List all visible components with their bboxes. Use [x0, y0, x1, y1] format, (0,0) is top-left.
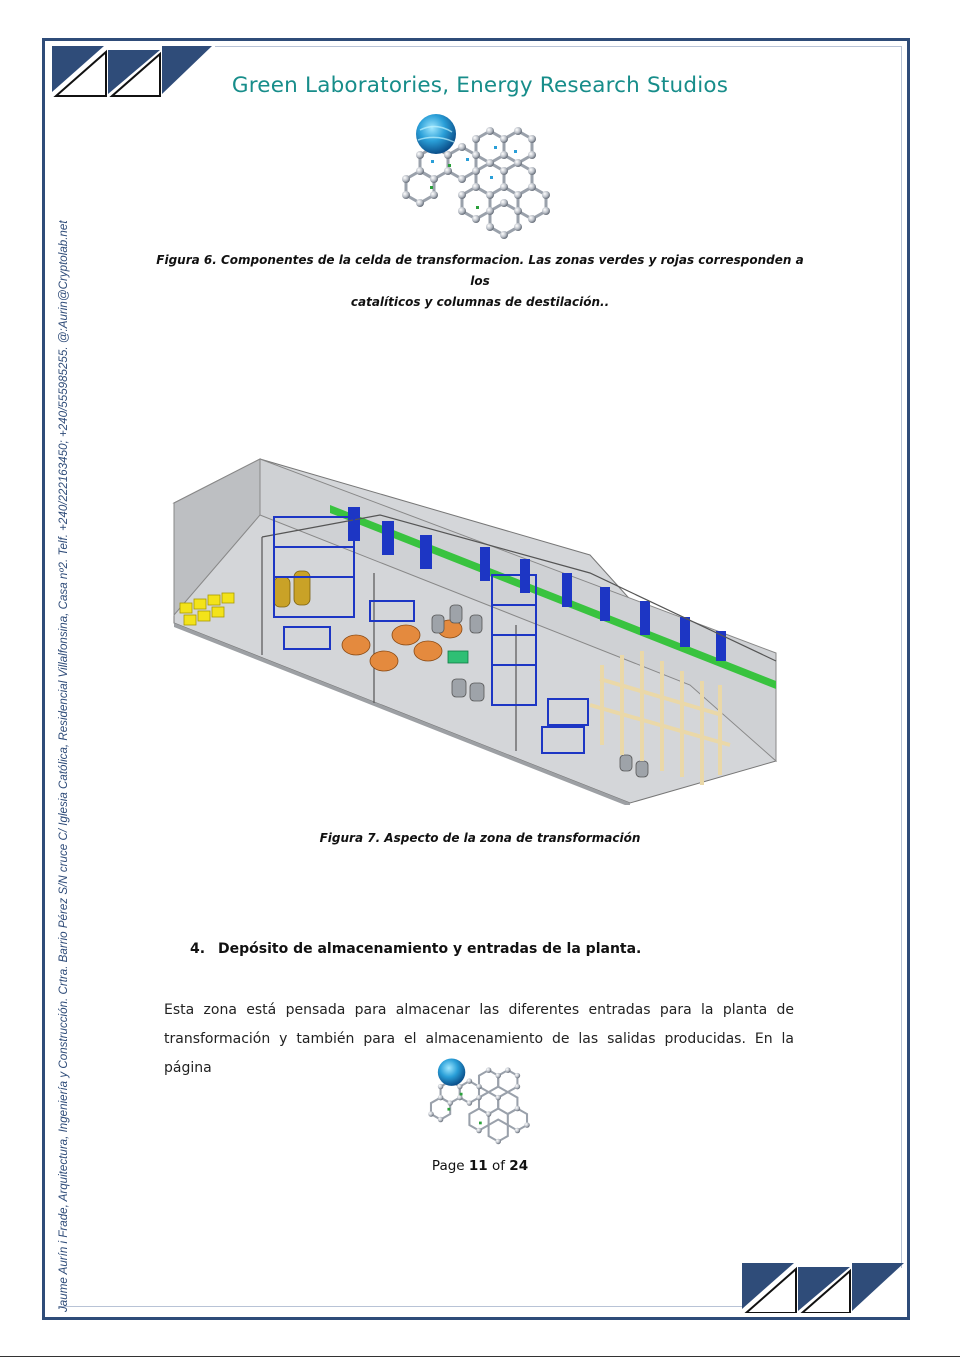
- page-prefix: Page: [431, 1158, 465, 1174]
- section-number: 4.: [190, 941, 206, 957]
- body-line-2: transformación y también para el almacenamiento de las salidas producidas. En la página: [164, 1031, 794, 1076]
- header-title: Green Laboratories, Energy Research Studios: [231, 73, 729, 98]
- side-contact-text: Jaume Aurín i Frade, Arquitectura, Ingeniería y Construcción. Crtra. Barrio Pérez S/N cruce C/ Iglesia Católica, Residencial Villalfonsina, Casa nº2. Telf. +240/222163450; +240/555985255. @:Aurin@Cryptolab.net: [57, 220, 70, 1312]
- page-number: [0, 1158, 960, 1174]
- inner-border-bottom: [60, 1306, 744, 1307]
- inner-border-top: [215, 46, 901, 47]
- section-heading: [190, 941, 641, 957]
- page-total: 24: [509, 1158, 529, 1174]
- figure-6-caption: [150, 250, 810, 313]
- figure-7-caption: Figura 7. Aspecto de la zona de transformación: [319, 831, 641, 845]
- molecule-logo: [390, 110, 562, 242]
- figure-6-caption-line-1: Figura 6. Componentes de la celda de transformacion. Las zonas verdes y rojas corresponden a los: [156, 253, 804, 288]
- company-logo-bottom: [742, 1263, 904, 1313]
- page-bottom-rule: [0, 1356, 960, 1357]
- page-separator: of: [491, 1158, 505, 1174]
- body-line-1: Esta zona está pensada para almacenar las diferentes entradas para la planta de: [164, 1002, 794, 1018]
- figure-6-caption-line-2: catalíticos y columnas de destilación..: [350, 295, 610, 309]
- inner-border-right: [901, 46, 902, 1268]
- footer-molecule-logo: [420, 1055, 538, 1147]
- page-current: 11: [468, 1158, 488, 1174]
- section-title: Depósito de almacenamiento y entradas de la planta.: [218, 941, 642, 957]
- transformation-zone-render: [170, 455, 780, 805]
